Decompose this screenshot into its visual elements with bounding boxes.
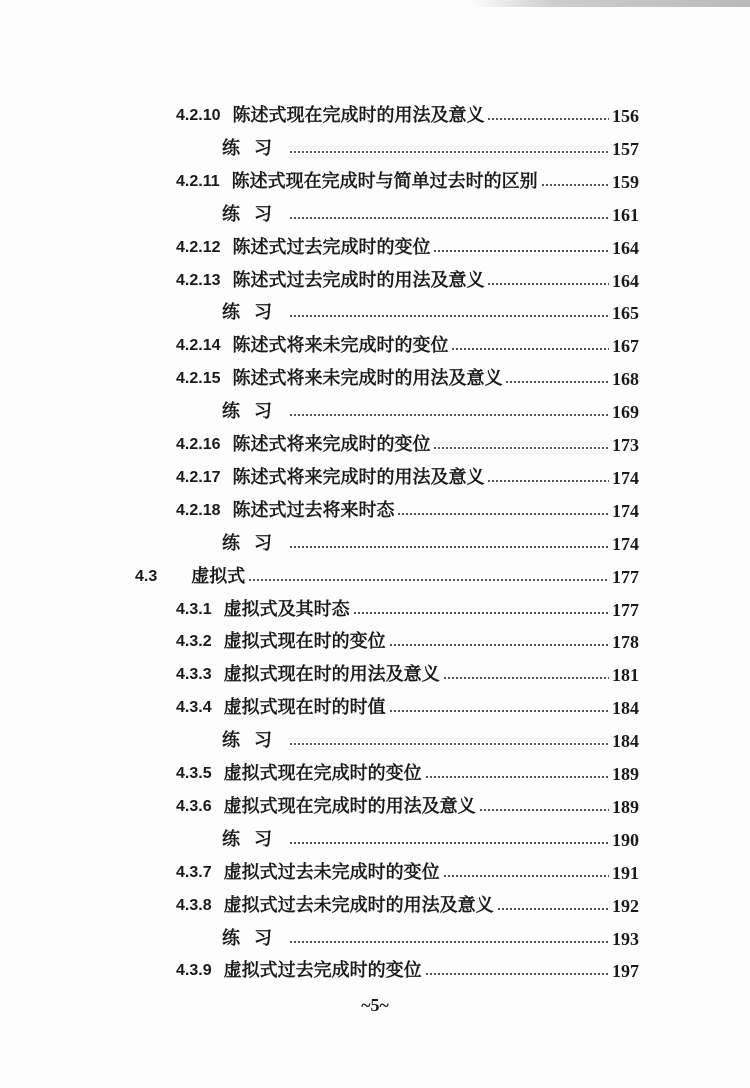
toc-exercise-entry[interactable] <box>222 725 639 757</box>
dot-leader <box>541 184 609 186</box>
toc-entry-page: 181 <box>612 665 639 686</box>
toc-exercise-entry[interactable] <box>222 297 639 329</box>
toc-entry-number: 4.2.18 <box>176 501 221 519</box>
page-number: ~5~ <box>361 995 389 1015</box>
toc-entry-title: 练习 <box>222 927 286 949</box>
toc-entry-title: 陈述式将来完成时的变位 <box>232 434 431 455</box>
toc-entry-number: 4.3.4 <box>176 699 212 717</box>
dot-leader <box>353 612 609 614</box>
toc-entry-title: 陈述式过去完成时的变位 <box>232 236 431 258</box>
dot-leader <box>505 381 609 383</box>
dot-leader <box>497 908 609 910</box>
toc-entry-number: 4.3.2 <box>176 633 212 651</box>
toc-entry-number: 4.3.1 <box>176 600 212 618</box>
toc-entry-page: 190 <box>612 829 639 850</box>
toc-entry-number: 4.2.15 <box>176 370 221 388</box>
toc-entry[interactable] <box>176 330 639 362</box>
toc-entry-page: 189 <box>612 764 639 784</box>
toc-entry[interactable] <box>176 100 639 132</box>
toc-entry[interactable] <box>176 232 639 264</box>
dot-leader <box>487 283 609 285</box>
toc-exercise-entry[interactable] <box>222 199 639 231</box>
toc-entry-page: 193 <box>612 928 639 949</box>
toc-entry-number: 4.3.8 <box>176 896 212 914</box>
toc-entry-number: 4.3 <box>135 567 158 585</box>
toc-entry-number: 4.3.6 <box>176 797 212 815</box>
toc-entry-title: 虚拟式现在完成时的变位 <box>223 763 422 784</box>
toc-entry-title: 练习 <box>222 730 286 752</box>
toc-entry-page: 173 <box>612 435 639 455</box>
toc-entry-title: 虚拟式及其时态 <box>223 598 350 620</box>
toc-entry-title: 虚拟式现在完成时的用法及意义 <box>223 795 476 817</box>
toc-entry[interactable] <box>176 429 639 461</box>
toc-entry-page: 164 <box>612 237 639 258</box>
toc-entry-title: 虚拟式过去未完成时的用法及意义 <box>223 894 494 916</box>
toc-entry-page: 192 <box>612 895 639 916</box>
toc-entry-title: 练习 <box>222 203 286 225</box>
toc-entry[interactable] <box>176 166 639 198</box>
toc-entry-page: 167 <box>612 336 639 357</box>
toc-entry-title: 陈述式将来完成时的用法及意义 <box>232 466 485 488</box>
toc-entry-page: 184 <box>612 731 639 752</box>
dot-leader <box>487 118 609 120</box>
toc-exercise-entry[interactable] <box>222 824 639 856</box>
dot-leader <box>289 315 609 317</box>
toc-entry[interactable] <box>176 659 639 691</box>
toc-entry-page: 168 <box>612 369 639 390</box>
toc-entry[interactable] <box>176 363 639 395</box>
toc-entry-page: 156 <box>612 106 639 126</box>
toc-exercise-entry[interactable] <box>222 133 639 165</box>
toc-entry-title: 虚拟式 <box>191 565 246 587</box>
dot-leader <box>425 776 609 778</box>
toc-entry-page: 157 <box>612 138 639 159</box>
dot-leader <box>425 973 609 975</box>
toc-entry[interactable] <box>176 495 639 527</box>
dot-leader <box>289 743 609 745</box>
toc-entry-number: 4.3.3 <box>176 666 212 684</box>
dot-leader <box>289 941 609 943</box>
toc-entry[interactable] <box>135 561 639 593</box>
dot-leader <box>248 579 609 581</box>
toc-entry[interactable] <box>176 265 639 297</box>
toc-entry-title: 陈述式过去将来时态 <box>232 499 395 521</box>
dot-leader <box>289 414 609 416</box>
toc-entry-title: 虚拟式现在时的变位 <box>223 631 386 653</box>
toc-entry-title: 练习 <box>222 137 286 159</box>
toc-entry[interactable] <box>176 594 639 626</box>
dot-leader <box>433 447 609 449</box>
toc-exercise-entry[interactable] <box>222 923 639 955</box>
toc-entry-number: 4.2.14 <box>176 337 221 355</box>
toc-entry-title: 虚拟式现在时的用法及意义 <box>223 664 440 686</box>
toc-entry-number: 4.2.13 <box>176 271 221 289</box>
dot-leader <box>289 546 609 548</box>
toc-entry[interactable] <box>176 791 639 823</box>
toc-entry-title: 陈述式过去完成时的用法及意义 <box>232 269 485 291</box>
toc-entry[interactable] <box>176 626 639 658</box>
toc-entry-title: 陈述式现在完成时的用法及意义 <box>232 105 485 126</box>
toc-entry-title: 虚拟式过去完成时的变位 <box>223 960 422 982</box>
toc-entry-page: 169 <box>612 402 639 423</box>
toc-entry-page: 159 <box>612 171 639 192</box>
toc-entry-title: 虚拟式现在时的时值 <box>223 697 386 719</box>
toc-entry-title: 练习 <box>222 828 286 850</box>
toc-entry-number: 4.2.12 <box>176 238 221 256</box>
toc-entry-page: 177 <box>612 566 639 587</box>
dot-leader <box>487 480 609 482</box>
dot-leader <box>433 250 609 252</box>
dot-leader <box>451 348 609 350</box>
toc-entry-page: 184 <box>612 698 639 719</box>
toc-entry[interactable] <box>176 462 639 494</box>
toc-entry-title: 陈述式将来未完成时的用法及意义 <box>232 368 503 390</box>
toc-entry-page: 174 <box>612 533 639 554</box>
toc-entry-page: 174 <box>612 467 639 488</box>
dot-leader <box>389 710 609 712</box>
dot-leader <box>397 513 609 515</box>
toc-entry[interactable] <box>176 758 639 790</box>
header-rule-remnant <box>470 0 750 7</box>
toc-entry-page: 178 <box>612 632 639 653</box>
dot-leader <box>443 875 609 877</box>
toc-exercise-entry[interactable] <box>222 528 639 560</box>
toc-entry-number: 4.3.5 <box>176 765 212 782</box>
toc-entry[interactable] <box>176 692 639 724</box>
toc-entry-title: 练习 <box>222 302 286 324</box>
toc-entry-page: 197 <box>612 961 639 982</box>
toc-entry-number: 4.3.9 <box>176 962 212 980</box>
toc-entry-number: 4.2.10 <box>176 107 221 124</box>
toc-entry-page: 164 <box>612 270 639 291</box>
toc-entry-number: 4.2.11 <box>176 172 220 190</box>
toc-entry-number: 4.2.16 <box>176 436 221 453</box>
toc-entry[interactable] <box>176 955 639 987</box>
dot-leader <box>289 217 609 219</box>
dot-leader <box>479 809 609 811</box>
toc-entry-title: 练习 <box>222 532 286 554</box>
toc-entry-title: 练习 <box>222 401 286 423</box>
toc-entry-page: 161 <box>612 204 639 225</box>
toc-entry-title: 虚拟式过去未完成时的变位 <box>223 861 440 883</box>
toc-entry-title: 陈述式将来未完成时的变位 <box>232 335 449 357</box>
toc-entry-page: 191 <box>612 862 639 883</box>
dot-leader <box>289 842 609 844</box>
toc-exercise-entry[interactable] <box>222 396 639 428</box>
toc-entry[interactable] <box>176 857 639 889</box>
toc-entry-title: 陈述式现在完成时与简单过去时的区别 <box>231 170 538 192</box>
toc-entry-number: 4.3.7 <box>176 863 212 881</box>
dot-leader <box>289 151 609 153</box>
dot-leader <box>389 644 609 646</box>
toc-entry[interactable] <box>176 890 639 922</box>
toc-entry-page: 165 <box>612 303 639 324</box>
toc-entry-page: 189 <box>612 796 639 817</box>
dot-leader <box>443 677 609 679</box>
toc-entry-page: 174 <box>612 500 639 521</box>
toc-entry-number: 4.2.17 <box>176 468 221 486</box>
toc-entry-page: 177 <box>612 599 639 620</box>
